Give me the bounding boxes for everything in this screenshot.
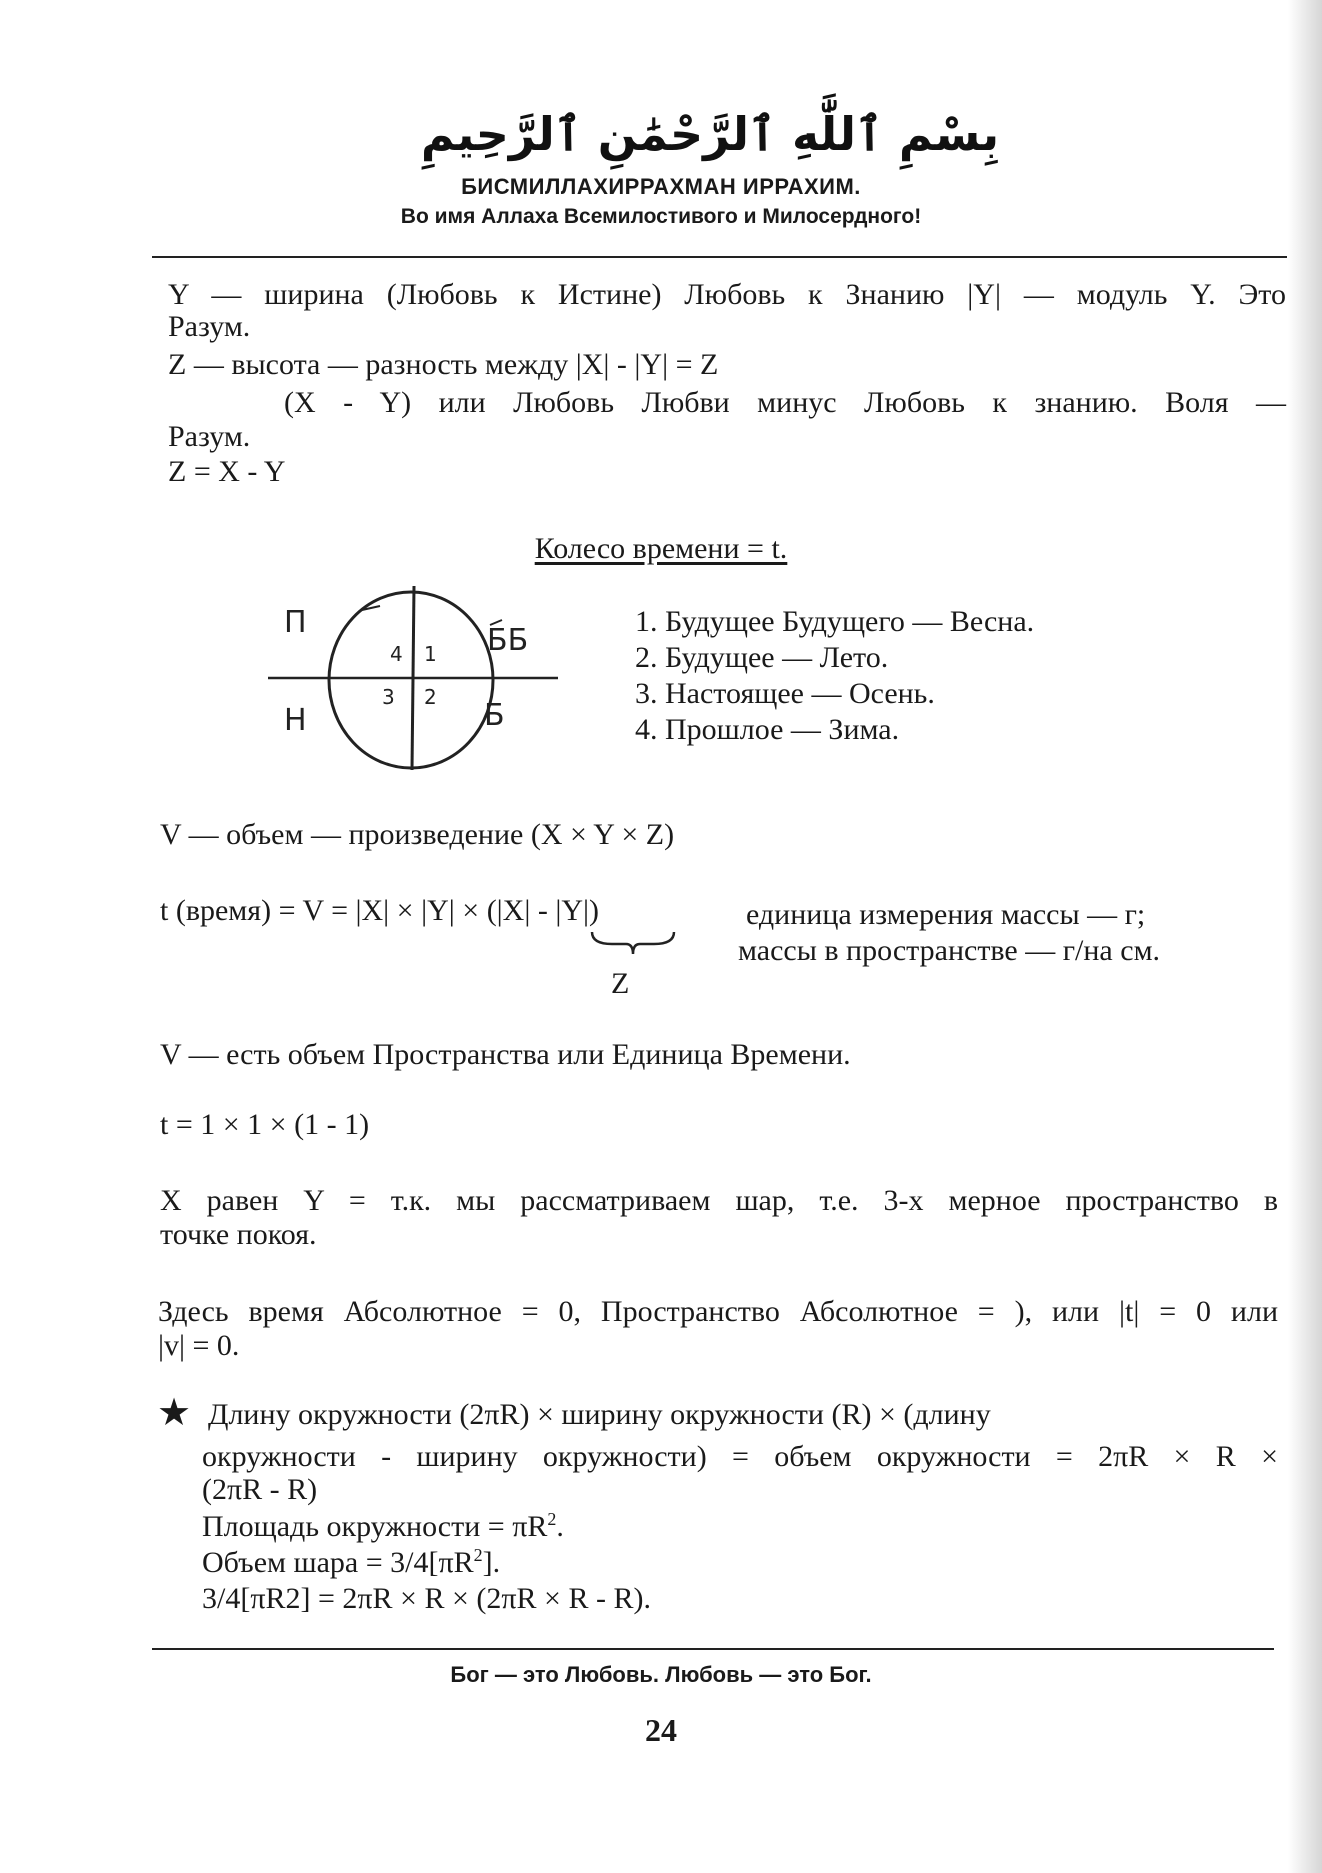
unit-mass-space: массы в пространстве — г/на см. [738, 934, 1161, 967]
text-line-xy-cont: точке покоя. [160, 1218, 317, 1251]
quadrant-3: 3 [382, 685, 395, 709]
text-line-y-cont: Разум. [168, 310, 251, 343]
header-title: БИСМИЛЛАХИРРАХМАН ИРРАХИМ. [461, 174, 861, 199]
unit-mass: единица измерения массы — г; [746, 898, 1146, 931]
volume-definition: V — объем — произведение (X × Y × Z) [160, 818, 675, 851]
time-formula: t (время) = V = |X| × |Y| × (|X| - |Y|) [160, 894, 600, 927]
star-icon: ★ [157, 1392, 192, 1434]
text-line-z-cont: Разум. [168, 420, 251, 453]
brace-label-z: Z [611, 967, 630, 1000]
star-line-2: окружности - ширину окружности) = объем окружности = 2πR × R × [202, 1440, 1278, 1473]
header-rule [152, 256, 1287, 258]
label-future-future: ББ [487, 623, 529, 658]
star-line-1: Длину окружности (2πR) × ширину окружности (R) × (длину [208, 1398, 991, 1431]
text-line-absolute-cont: |v| = 0. [158, 1329, 240, 1362]
quadrant-4: 4 [390, 642, 403, 666]
footer-rule [152, 1648, 1274, 1650]
volume-space: V — есть объем Пространства или Единица Времени. [160, 1038, 851, 1071]
list-item: 1. Будущее Будущего — Весна. [635, 605, 1035, 638]
bismillah-calligraphy [420, 70, 1000, 185]
list-item: 3. Настоящее — Осень. [635, 677, 935, 710]
text-line-absolute: Здесь время Абсолютное = 0, Пространство Абсолютное = ), или |t| = 0 или [158, 1295, 1278, 1328]
section-title: Колесо времени = t. [534, 532, 788, 565]
text-line-z-explain: (X - Y) или Любовь Любви минус Любовь к знанию. Воля — [284, 386, 1286, 419]
list-item: 2. Будущее — Лето. [635, 641, 889, 674]
label-future: Б [484, 698, 505, 733]
list-item: 4. Прошлое — Зима. [635, 713, 900, 746]
text-line-xy: X равен Y = т.к. мы рассматриваем шар, т.е. 3-х мерное пространство в [160, 1184, 1278, 1217]
label-past: П [284, 605, 307, 640]
circle-area: Площадь окружности = $\pi R^2$. [202, 1509, 564, 1543]
t-equation: t = 1 × 1 × (1 - 1) [160, 1108, 370, 1141]
seasons-list [635, 604, 1034, 748]
time-wheel-diagram [262, 580, 572, 780]
star-line-3: (2πR - R) [202, 1473, 318, 1506]
underbrace [588, 928, 678, 958]
text-line-z: Z — высота — разность между |X| - |Y| = Z [168, 348, 719, 381]
page-edge-shadow [1288, 0, 1322, 1873]
formula-z: Z = X - Y [168, 455, 286, 488]
quadrant-1: 1 [424, 642, 437, 666]
sphere-volume: Объем шара = $3/4[\pi R^2]$. [202, 1545, 501, 1579]
page-number: 24 [645, 1712, 677, 1748]
final-equation: 3/4[πR2] = 2πR × R × (2πR × R - R). [202, 1582, 651, 1615]
label-present: Н [284, 703, 307, 738]
text-line-y: Y — ширина (Любовь к Истине) Любовь к Знанию |Y| — модуль Y. Это [168, 278, 1286, 311]
quadrant-2: 2 [424, 685, 437, 709]
footer-motto: Бог — это Любовь. Любовь — это Бог. [450, 1662, 872, 1687]
header-subtitle: Во имя Аллаха Всемилостивого и Милосердного! [400, 205, 922, 228]
svg-text:بِسْمِ ٱللَّٰهِ ٱلرَّحْمَٰنِ ٱ: بِسْمِ ٱللَّٰهِ ٱلرَّحْمَٰنِ ٱلرَّحِيمِ [420, 107, 1000, 161]
